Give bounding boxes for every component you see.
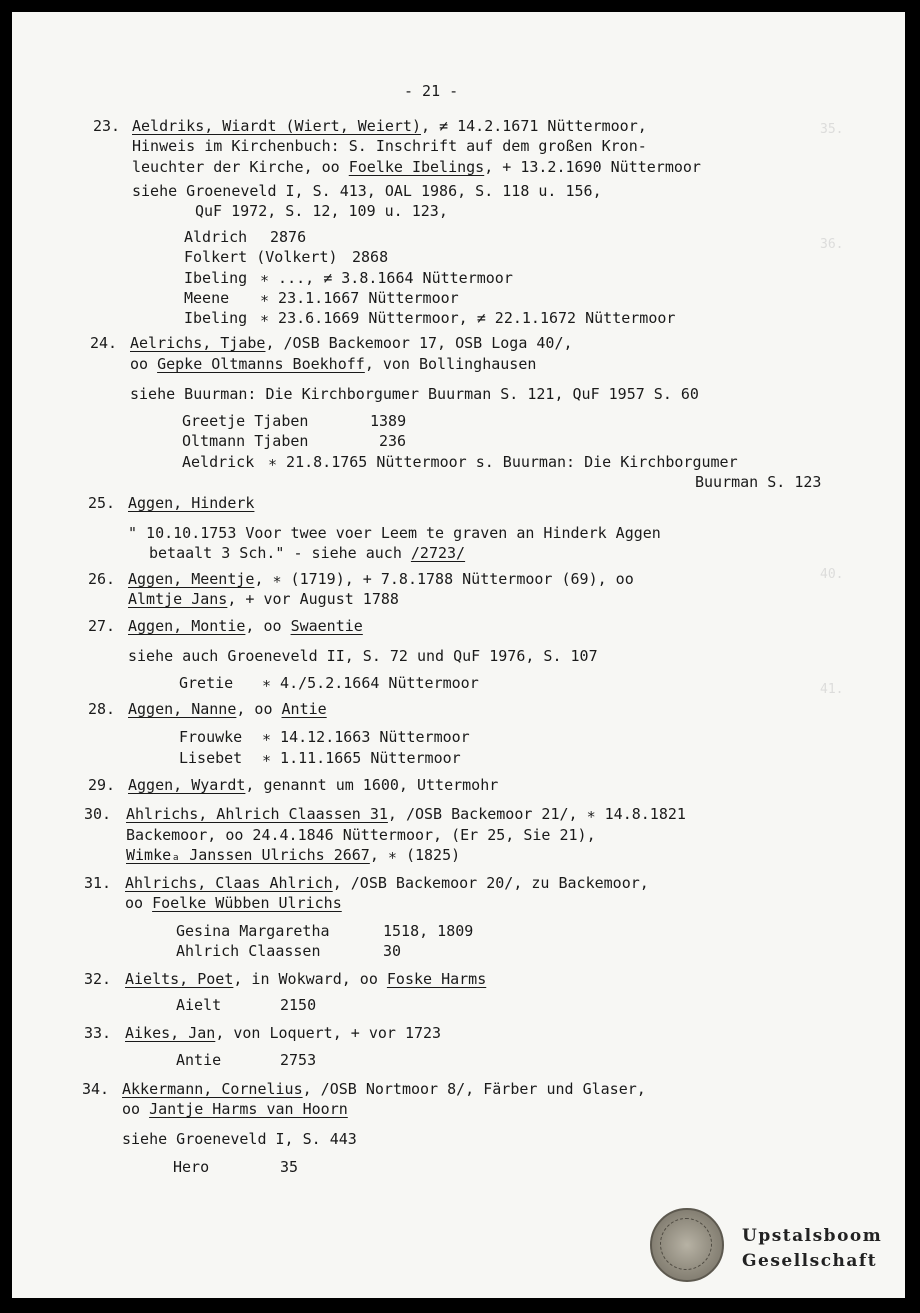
- entry-line: [126, 805, 686, 823]
- entry-number: 25.: [88, 494, 116, 512]
- entry-line: [130, 334, 573, 352]
- person-name: Aelrichs, Tjabe: [130, 334, 266, 352]
- entry-number: 31.: [84, 874, 112, 892]
- logo-line-2: Gesellschaft: [742, 1251, 878, 1271]
- child-info: ∗ 4./5.2.1664 Nüttermoor: [262, 674, 479, 692]
- entry-text: , + 13.2.1690 Nüttermoor: [484, 158, 701, 176]
- entry-text: , /OSB Nortmoor 8/, Färber und Glaser,: [302, 1080, 646, 1098]
- person-name: Aikes, Jan: [125, 1024, 216, 1042]
- entry-text: , genannt um 1600, Uttermohr: [245, 776, 499, 794]
- person-name: Akkermann, Cornelius: [122, 1080, 303, 1098]
- spouse-name: Swaentie: [290, 617, 363, 635]
- spouse-name: Foelke Wübben Ulrichs: [152, 894, 342, 912]
- entry-number: 34.: [82, 1080, 110, 1098]
- person-name: Aggen, Wyardt: [128, 776, 246, 794]
- logo-line-1: Upstalsboom: [742, 1226, 883, 1246]
- bleed-through-text: 40.: [820, 567, 844, 582]
- child-name: Gesina Margaretha: [176, 922, 330, 940]
- entry-text: , ∗ (1719), + 7.8.1788 Nüttermoor (69), oo: [254, 570, 634, 588]
- entry-line: [125, 970, 486, 988]
- bleed-through-text: 41.: [820, 682, 844, 697]
- entry-text: , oo: [245, 617, 291, 635]
- person-name: Aggen, Meentje: [128, 570, 255, 588]
- entry-line: [128, 494, 254, 512]
- bleed-through-text: 36.: [820, 237, 844, 252]
- person-name: Aeldriks, Wiardt (Wiert, Weiert): [132, 117, 421, 135]
- entry-text: , ≠ 14.2.1671 Nüttermoor,: [420, 117, 647, 135]
- child-name: Lisebet: [179, 749, 243, 767]
- child-name: Folkert (Volkert): [184, 248, 338, 266]
- child-info: ∗ 23.1.1667 Nüttermoor: [260, 289, 459, 307]
- spouse-name: Almtje Jans: [128, 590, 228, 608]
- cross-reference: /2723/: [410, 544, 466, 562]
- bleed-through-text: 35.: [820, 122, 844, 137]
- child-name: Aldrich: [184, 228, 248, 246]
- reference-line: siehe Groeneveld I, S. 413, OAL 1986, S. 118 u. 156,: [132, 182, 602, 200]
- reference-line: siehe Buurman: Die Kirchborgumer Buurman S. 121, QuF 1957 S. 60: [130, 385, 699, 403]
- child-name: Gretie: [179, 674, 234, 692]
- entry-line: [125, 894, 342, 912]
- entry-text: , /OSB Backemoor 21/, ∗ 14.8.1821: [387, 805, 686, 823]
- child-info: 30: [383, 942, 402, 960]
- spouse-name: Wimkeₐ Janssen Ulrichs 2667: [126, 846, 370, 864]
- entry-line: [128, 617, 363, 635]
- reference-line: QuF 1972, S. 12, 109 u. 123,: [195, 202, 448, 220]
- entry-text: oo: [130, 355, 158, 373]
- entry-text: , oo: [236, 700, 282, 718]
- entry-text: betaalt 3 Sch." - siehe auch: [149, 544, 411, 562]
- entry-number: 32.: [84, 970, 112, 988]
- spouse-name: Jantje Harms van Hoorn: [149, 1100, 348, 1118]
- child-info: 2876: [270, 228, 307, 246]
- child-name: Antie: [176, 1051, 222, 1069]
- person-name: Ahlrichs, Claas Ahlrich: [125, 874, 333, 892]
- entry-text: , + vor August 1788: [227, 590, 399, 608]
- child-info: 35: [280, 1158, 299, 1176]
- entry-line: [128, 700, 327, 718]
- entry-text: , ∗ (1825): [369, 846, 461, 864]
- entry-line: [132, 158, 701, 176]
- entry-line: [128, 570, 634, 588]
- child-info: ∗ 23.6.1669 Nüttermoor, ≠ 22.1.1672 Nüttermoor: [260, 309, 676, 327]
- entry-line: Hinweis im Kirchenbuch: S. Inschrift auf dem großen Kron-: [132, 137, 647, 155]
- person-name: Aggen, Hinderk: [128, 494, 255, 512]
- society-seal-icon: [650, 1208, 724, 1282]
- spouse-name: Antie: [281, 700, 327, 718]
- entry-number: 29.: [88, 776, 116, 794]
- spouse-name: Gepke Oltmanns Boekhoff: [157, 355, 365, 373]
- child-info-continued: Buurman S. 123: [695, 473, 822, 491]
- child-info: 1389: [370, 412, 407, 430]
- child-info: 2868: [352, 248, 389, 266]
- entry-number: 33.: [84, 1024, 112, 1042]
- reference-line: siehe Groeneveld I, S. 443: [122, 1130, 357, 1148]
- person-name: Aggen, Nanne: [128, 700, 237, 718]
- person-name: Aielts, Poet: [125, 970, 234, 988]
- reference-line: siehe auch Groeneveld II, S. 72 und QuF 1976, S. 107: [128, 647, 598, 665]
- entry-text: oo: [125, 894, 153, 912]
- child-name: Oltmann Tjaben: [182, 432, 309, 450]
- child-info: ∗ 1.11.1665 Nüttermoor: [262, 749, 461, 767]
- entry-line: [130, 355, 536, 373]
- entry-text: , /OSB Backemoor 20/, zu Backemoor,: [332, 874, 649, 892]
- child-info: 1518, 1809: [383, 922, 474, 940]
- child-name: Aielt: [176, 996, 222, 1014]
- entry-text: , von Bollinghausen: [364, 355, 537, 373]
- child-info: ∗ ..., ≠ 3.8.1664 Nüttermoor: [260, 269, 513, 287]
- child-info: ∗ 21.8.1765 Nüttermoor s. Buurman: Die Kirchborgumer: [268, 453, 738, 471]
- child-info: ∗ 14.12.1663 Nüttermoor: [262, 728, 470, 746]
- entry-text: , in Wokward, oo: [233, 970, 387, 988]
- entry-number: 30.: [84, 805, 112, 823]
- entry-number: 23.: [93, 117, 121, 135]
- child-name: Ahlrich Claassen: [176, 942, 321, 960]
- entry-number: 26.: [88, 570, 116, 588]
- entry-line: [122, 1100, 348, 1118]
- child-name: Meene: [184, 289, 230, 307]
- entry-line: [125, 874, 649, 892]
- child-name: Frouwke: [179, 728, 243, 746]
- entry-line: [125, 1024, 441, 1042]
- child-info: 2753: [280, 1051, 317, 1069]
- entry-number: 24.: [90, 334, 118, 352]
- entry-line: [128, 590, 399, 608]
- child-name: Greetje Tjaben: [182, 412, 309, 430]
- entry-line: [122, 1080, 646, 1098]
- person-name: Aggen, Montie: [128, 617, 246, 635]
- child-info: 236: [379, 432, 407, 450]
- spouse-name: Foelke Ibelings: [348, 158, 485, 176]
- child-name: Ibeling: [184, 269, 248, 287]
- child-name: Hero: [173, 1158, 210, 1176]
- entry-text: oo: [122, 1100, 150, 1118]
- spouse-name: Foske Harms: [386, 970, 487, 988]
- document-page: [12, 12, 905, 1298]
- entry-line: [132, 117, 647, 135]
- entry-text: leuchter der Kirche, oo: [132, 158, 349, 176]
- person-name: Ahlrichs, Ahlrich Claassen 31: [126, 805, 388, 823]
- entry-line: [126, 846, 460, 864]
- entry-line: [128, 776, 498, 794]
- child-info: 2150: [280, 996, 317, 1014]
- child-name: Ibeling: [184, 309, 248, 327]
- entry-line: " 10.10.1753 Voor twee voer Leem te graven an Hinderk Aggen: [128, 524, 661, 542]
- page-number: - 21 -: [404, 82, 459, 100]
- entry-number: 28.: [88, 700, 116, 718]
- child-name: Aeldrick: [182, 453, 255, 471]
- entry-line: Backemoor, oo 24.4.1846 Nüttermoor, (Er 25, Sie 21),: [126, 826, 596, 844]
- entry-line: [149, 544, 465, 562]
- entry-text: , /OSB Backemoor 17, OSB Loga 40/,: [265, 334, 573, 352]
- entry-number: 27.: [88, 617, 116, 635]
- entry-text: , von Loquert, + vor 1723: [215, 1024, 442, 1042]
